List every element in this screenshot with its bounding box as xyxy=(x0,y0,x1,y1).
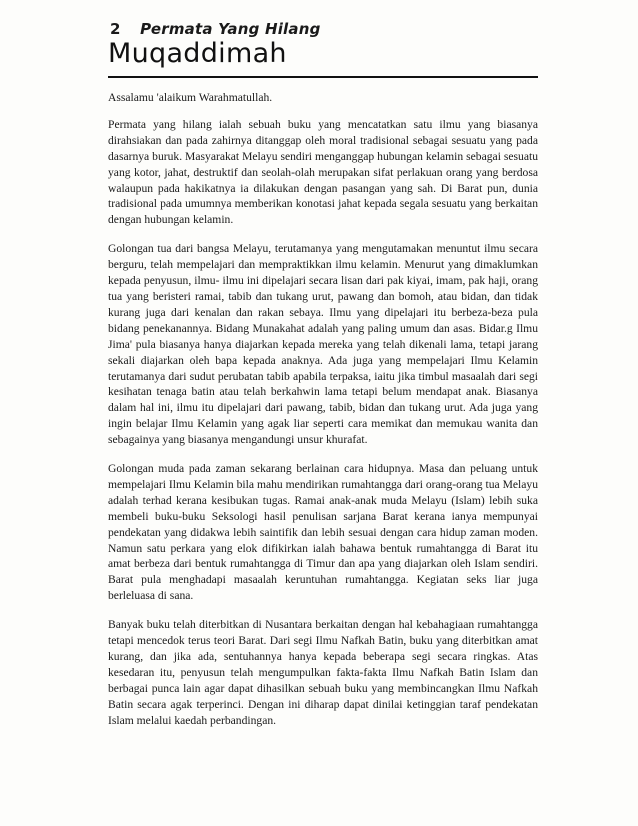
paragraph-4: Banyak buku telah diterbitkan di Nusantara berkaitan dengan hal kebahagiaan rumahtangga tetapi mencedok terus teori Barat. Dari segi Ilmu Nafkah Batin, buku yang diterbitkan amat kurang, dan jika ada, sentuhannya hanya kepada beberapa segi secara ringkas. Atas kesedaran itu, penyusun telah mengumpulkan fakta-fakta Ilmu Nafkah Batin Islam dan berbagai punca lain agar dapat dihasilkan sebuah buku yang membincangkan Ilmu Nafkah Batin secara agak terperinci. Dengan ini diharap dapat dinilai ketinggian taraf pendekatan Islam melalui kaedah perbandingan. xyxy=(108,618,538,727)
page-number: 2 xyxy=(110,20,121,38)
title-rule xyxy=(108,76,538,78)
chapter-title: Muqaddimah xyxy=(108,38,287,69)
running-header xyxy=(110,20,530,38)
paragraph-3: Golongan muda pada zaman sekarang berlainan cara hidupnya. Masa dan peluang untuk mempelajari Ilmu Kelamin bila mahu mendirikan rumahtangga dari orang-orang tua Melayu adalah terhad kerana kesibukan tugas. Ramai anak-anak muda Melayu (Islam) lebih suka membeli buku-buku Seksologi hasil penulisan sarjana Barat kerana ianya mempunyai pendekatan yang didakwa lebih saintifik dan lebih sesuai dengan cara hidup zaman moden. Namun satu perkara yang elok difikirkan ialah bahawa bentuk rumahtangga di Barat itu amat berbeza dari bentuk rumahtangga di Timur dan apa yang diajarkan oleh Islam sendiri. Barat pula menghadapi masaalah keruntuhan rumahtangga. Kegiatan seks liar juga berleluasa di sana. xyxy=(108,462,538,603)
greeting: Assalamu 'alaikum Warahmatullah. xyxy=(108,91,273,104)
body-text xyxy=(108,90,538,742)
book-title: Permata Yang Hilang xyxy=(140,20,321,38)
paragraph-2: Golongan tua dari bangsa Melayu, terutamanya yang mengutamakan menuntut ilmu secara berguru, telah mempelajari dan mempraktikkan ilmu kelamin. Menurut yang dimaklumkan kepada penyusun, ilmu- ilmu ini dipelajari secara lisan dari pak kiyai, imam, pak haji, orang tua yang beristeri ramai, tabib dan tukang urut, pawang dan bomoh, atau bidan, dan tidak kurang juga dari kenalan dan rakan sebaya. Ilmu yang dipelajari itu berbeza-beza pula bidang penekanannya. Bidang Munakahat adalah yang paling umum dan asas. Bidar.g Ilmu Jima' pula biasanya hanya diajarkan kepada mereka yang telah dikenali lama, tetapi jarang sekali diajarkan oleh bapa kepada anaknya. Ada juga yang mempelajari Ilmu Kelamin terutamanya dari sudut perubatan tabib apabila terpaksa, iaitu jika timbul masaalah dari segi kesihatan tenaga batin atau telah berkahwin lama tetapi belum mendapat anak. Biasanya dalam hal ini, ilmu itu dipelajari dari pawang, tabib, bidan dan tukang urut. Ada juga yang ingin belajar Ilmu Kelamin yang agak liar seperti cara memikat dan memukau wanita dan sebagainya yang biasanya mengandungi unsur khurafat. xyxy=(108,242,538,447)
paragraph-1: Permata yang hilang ialah sebuah buku yang mencatatkan satu ilmu yang biasanya dirahsiakan dan pada zahirnya ditanggap oleh moral tradisional sebagai sesuatu yang pada dasarnya buruk. Masyarakat Melayu sendiri menganggap hubungan kelamin sebagai sesuatu yang kotor, jahat, destruktif dan seolah-olah merupakan sifat perlakuan orang yang berdosa walaupun pada hakikatnya ia dilakukan dengan pasangan yang sah. Di Barat pun, dunia tradisional pada umumnya memberikan konotasi jahat kepada segala sesuatu yang berkaitan dengan hubungan kelamin. xyxy=(108,117,538,227)
